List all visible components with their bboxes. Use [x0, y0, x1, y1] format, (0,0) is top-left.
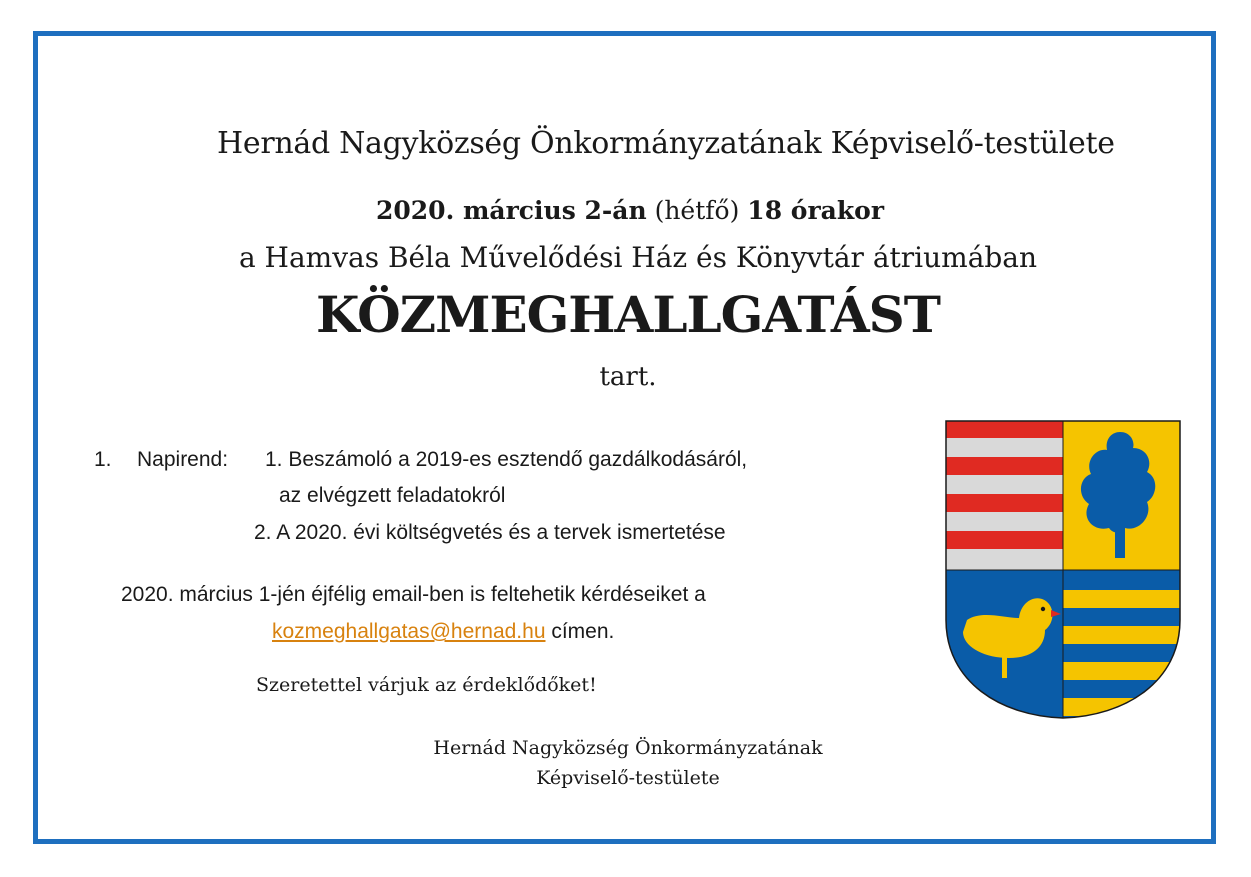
- welcome-text: Szeretettel várjuk az érdeklődőket!: [256, 674, 597, 696]
- venue-line: a Hamvas Béla Művelődési Ház és Könyvtár átriumában: [238, 241, 1038, 274]
- agenda-item-2: 2. A 2020. évi költségvetés és a tervek ismertetése: [254, 521, 726, 544]
- contact-suffix: címen.: [545, 620, 615, 643]
- email-link[interactable]: kozmeghallgatas@hernad.hu: [272, 620, 546, 643]
- headline-verb: tart.: [599, 362, 657, 392]
- contact-text: 2020. március 1-jén éjfélig email-ben is feltehetik kérdéseiket a: [121, 583, 706, 606]
- coat-of-arms-icon: [945, 420, 1181, 720]
- signature-line-2: Képviselő-testülete: [536, 767, 720, 789]
- meeting-date: 2020. március 2-án: [375, 196, 647, 225]
- agenda-number: 1.: [94, 448, 112, 471]
- meeting-weekday: (hétfő): [654, 196, 740, 225]
- agenda-item-1: 1. Beszámoló a 2019-es esztendő gazdálkodásáról,: [265, 448, 748, 471]
- contact-email-line: [272, 620, 614, 644]
- agenda-item-1-continued: az elvégzett feladatokról: [279, 484, 506, 507]
- headline: KÖZMEGHALLGATÁST: [315, 285, 940, 344]
- meeting-time: 18 órakor: [747, 196, 885, 225]
- date-time-line: [0, 196, 1251, 225]
- agenda-label: Napirend:: [137, 448, 229, 471]
- organization-title: Hernád Nagyközség Önkormányzatának Képviselő-testülete: [217, 126, 1115, 161]
- signature-line-1: Hernád Nagyközség Önkormányzatának: [433, 737, 823, 759]
